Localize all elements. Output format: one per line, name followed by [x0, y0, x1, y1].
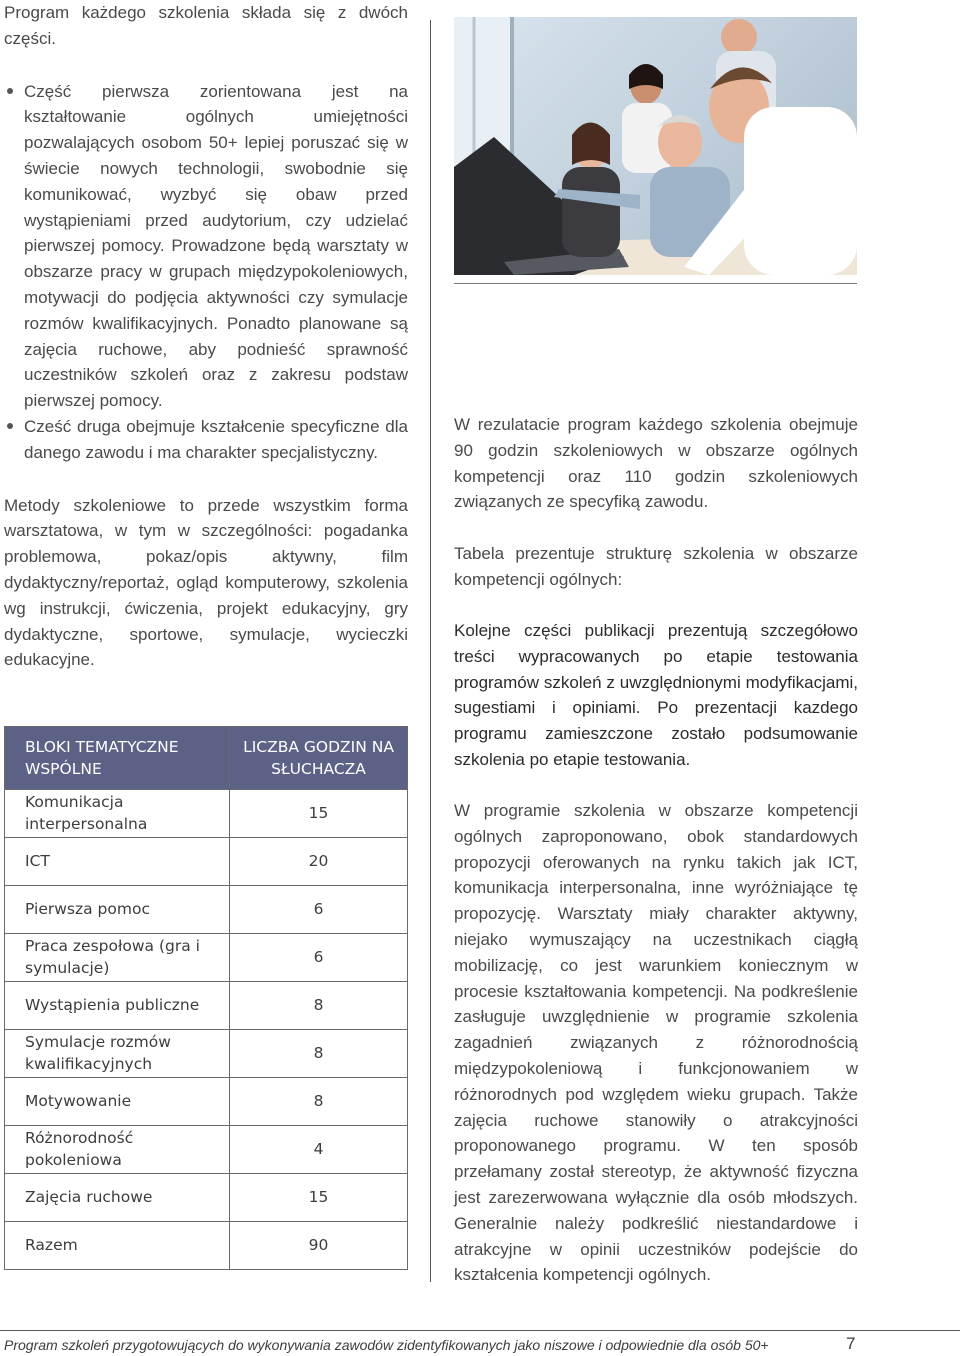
table-row — [5, 790, 408, 838]
table-row — [5, 1174, 408, 1222]
block-name: ICT — [5, 838, 230, 886]
block-name: Motywowanie — [5, 1078, 230, 1126]
table-row — [5, 934, 408, 982]
methods-paragraph: Metody szkoleniowe to przede wszystkim forma warsztatowa, w tym w szczególności: pogadanka problemowa, pokaz/opis aktywny, film dydaktyczny/reportaż, ogląd komputerowy, szkolenia wg instrukcji, ćwiczenia, projekt edukacyjny, gry dydaktyczne, sportowe, symulacje, wycieczki edukacyjne. — [4, 495, 408, 670]
highlight-block — [454, 618, 858, 773]
block-hours: 6 — [230, 886, 408, 934]
table-row — [5, 1030, 408, 1078]
intro-paragraph: Program każdego szkolenia składa się z dwóch części. — [4, 3, 408, 48]
block-name: Komunikacja interpersonalna — [5, 790, 230, 838]
block-hours: 15 — [230, 1174, 408, 1222]
block-hours: 8 — [230, 1030, 408, 1078]
team-photo-illustration — [454, 17, 857, 275]
list-item: Cześć druga obejmuje kształcenie specyficzne dla danego zawodu i ma charakter specjalistyczny. — [4, 414, 408, 466]
table-row — [5, 838, 408, 886]
block-name: Symulacje rozmów kwalifikacyjnych — [5, 1030, 230, 1078]
block-name: Zajęcia ruchowe — [5, 1174, 230, 1222]
block-hours: 4 — [230, 1126, 408, 1174]
block-name: Różnorodność pokoleniowa — [5, 1126, 230, 1174]
table-row — [5, 1126, 408, 1174]
header-blocks: BLOKI TEMATYCZNE WSPÓLNE — [5, 727, 230, 790]
block-hours: 8 — [230, 982, 408, 1030]
training-parts-list — [4, 79, 408, 466]
footer-title: Program szkoleń przygotowujących do wykonywania zawodów zidentyfikowanych jako niszowe i odpowiednie dla osób 50+ — [4, 1337, 769, 1353]
block-hours: 15 — [230, 790, 408, 838]
table-row — [5, 1078, 408, 1126]
list-item: Część pierwsza zorientowana jest na kształtowanie ogólnych umiejętności pozwalających osobom 50+ lepiej poruszać się w świecie nowych technologii, swobodnie się komunikować, wyzbyć się obaw przed wystąpieniami przed audytorium, czy udzielać pierwszej pomocy. Prowadzone będą warsztaty w obszarze pracy w grupach międzypokoleniowych, motywacji do podjęcia aktywności czy symulacje rozmów kwalifikacyjnych. Ponadto planowane są zajęcia ruchowe, aby podnieść sprawność uczestników szkoleń oraz z zakresu podstaw pierwszej pomocy. — [4, 79, 408, 414]
table-row — [5, 886, 408, 934]
block-name: Praca zespołowa (gra i symulacje) — [5, 934, 230, 982]
block-name: Pierwsza pomoc — [5, 886, 230, 934]
table-intro-block — [454, 541, 858, 593]
table-header-row — [5, 727, 408, 790]
column-divider — [430, 20, 431, 1282]
highlight-paragraph: Kolejne części publikacji prezentują szczegółowo treści wypracowanych po etapie testowania programów szkoleń z uwzględnionymi modyfikacjami, sugestiami i opiniami. Po prezentacji kazdego programu zamieszczone zostało podsumowanie szkolenia po etapie testowania. — [454, 621, 858, 769]
total-label: Razem — [5, 1222, 230, 1270]
table-intro-paragraph: Tabela prezentuje strukturę szkolenia w obszarze kompetencji ogólnych: — [454, 544, 858, 589]
total-hours: 90 — [230, 1222, 408, 1270]
block-hours: 20 — [230, 838, 408, 886]
block-hours: 8 — [230, 1078, 408, 1126]
summary-block — [454, 798, 858, 1288]
page-number: 7 — [846, 1334, 856, 1353]
training-hours-table — [4, 726, 408, 1270]
summary-paragraph: W programie szkolenia w obszarze kompetencji ogólnych zaproponowano, obok standardowych propozycji oferowanych na rynku takich jak ICT, komunikacja interpersonalna, inne wyróżniające tę propozycję. Warsztaty miały charakter aktywny, niejako wymuszający na uczestnikach ciągłą mobilizację, co jest warunkiem koniecznym w procesie kształtowania kompetencji. Na podkreślenie zasługuje uwzględnienie w programie szkolenia zagadnień związanych z różnorodnością międzypokoleniową i funkcjonowaniem w różnorodnych pod względem wieku grupach. Także zajęcia ruchowe stanowiły o atrakcyjności proponowanego programu. W ten sposób przełamany został stereotyp, że aktywność fizyczna jest zarezerwowana wyłącznie dla osób młodszych. Generalnie należy podkreślić niestandardowe i atrakcyjne w opinii uczestników podejście do kształcenia kompetencji ogólnych. — [454, 801, 858, 1285]
table-row-total — [5, 1222, 408, 1270]
table-row — [5, 982, 408, 1030]
block-hours: 6 — [230, 934, 408, 982]
results-paragraph-block — [454, 412, 858, 515]
team-photo — [454, 17, 857, 275]
block-name: Wystąpienia publiczne — [5, 982, 230, 1030]
results-paragraph: W rezulatacie program każdego szkolenia obejmuje 90 godzin szkoleniowych w obszarze ogólnych kompetencji oraz 110 godzin szkoleniowych związanych ze specyfiką zawodu. — [454, 415, 858, 512]
photo-divider — [454, 283, 857, 284]
header-hours: LICZBA GODZIN NA SŁUCHACZA — [230, 727, 408, 790]
left-column — [4, 0, 408, 673]
footer-divider — [0, 1330, 960, 1331]
